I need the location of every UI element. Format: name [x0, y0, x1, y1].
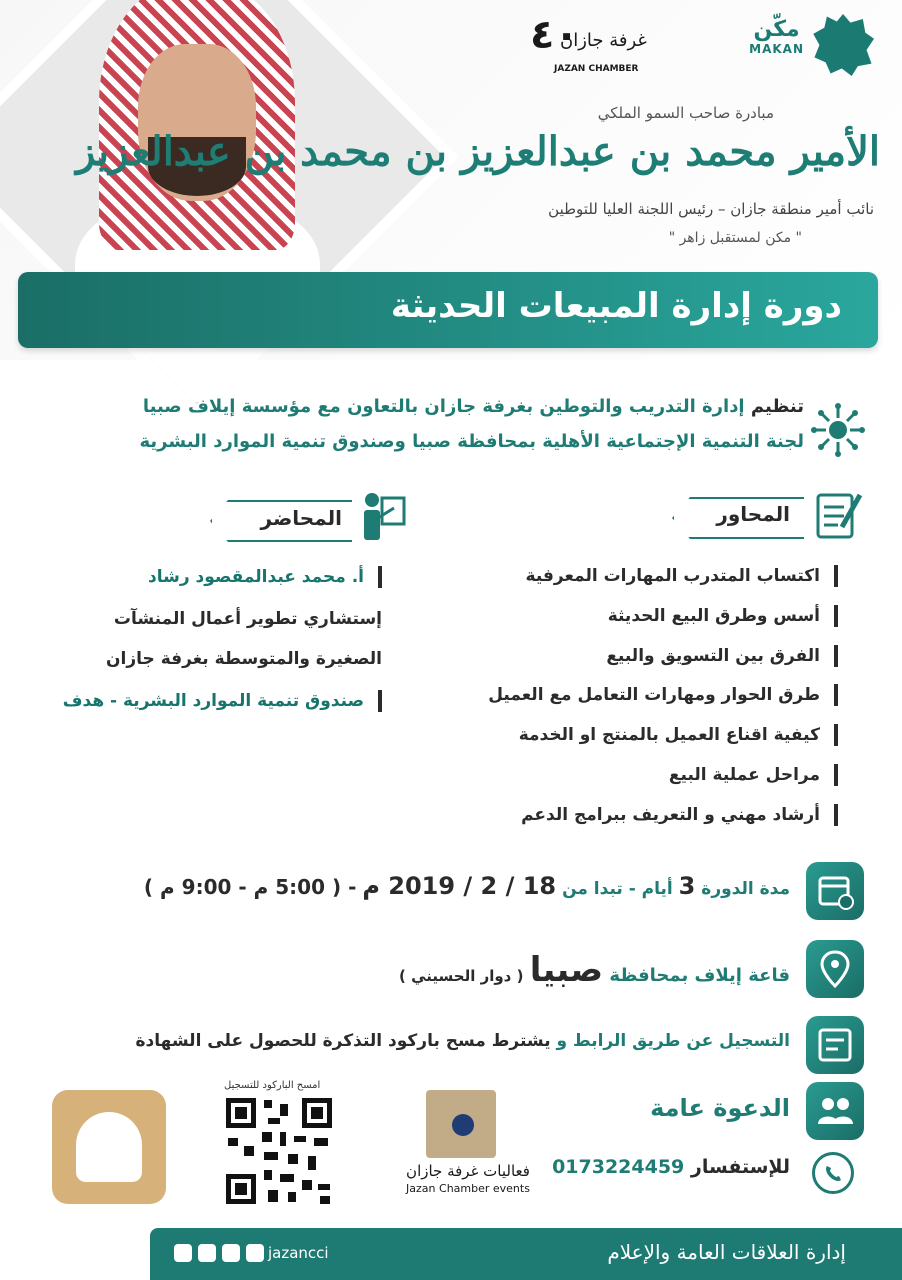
axis-item: اكتساب المتدرب المهارات المعرفية [526, 565, 838, 587]
duration-label: مدة الدورة [701, 879, 790, 899]
venue-lead: قاعة إيلاف بمحافظة [609, 965, 790, 986]
inquiry-phone[interactable]: 0173224459 [552, 1156, 685, 1178]
checklist-icon [814, 489, 864, 541]
axes-label: المحاور [716, 502, 790, 526]
inquiry-label: للإستفسار [690, 1156, 790, 1178]
axis-item: أسس وطرق البيع الحديثة [608, 605, 838, 627]
organizer-lead: تنظيم [750, 396, 804, 417]
course-title: دورة إدارة المبيعات الحديثة [390, 286, 842, 326]
registration-lead: التسجيل عن طريق الرابط و [556, 1031, 790, 1051]
saudi-map-icon [812, 14, 874, 76]
lecturer-icon [352, 490, 408, 546]
venue-city: صبيا [529, 950, 604, 990]
registration-qr-code[interactable] [224, 1096, 334, 1206]
axis-item: طرق الحوار ومهارات التعامل مع العميل [488, 684, 838, 706]
network-icon [810, 402, 866, 458]
audience-icon [806, 1082, 864, 1140]
makan-logo [684, 14, 874, 78]
registration-rest: يشترط مسح باركود التذكرة للحصول على الشهادة [135, 1031, 551, 1051]
slogan: " مكن لمستقبل زاهر " [668, 230, 802, 246]
lecturer-name: أ. محمد عبدالمقصود رشاد [148, 566, 382, 588]
twitter-icon[interactable] [174, 1244, 192, 1262]
axis-item: أرشاد مهني و التعريف ببرامج الدعم [521, 804, 838, 826]
qr-caption: امسح الباركود للتسجيل [224, 1080, 321, 1091]
registration-row [136, 1031, 790, 1051]
axis-item: الفرق بين التسويق والبيع [606, 645, 838, 667]
prince-title: نائب أمير منطقة جازان – رئيس اللجنة العليا للتوطين [548, 200, 874, 218]
events-logo-ar: فعاليات غرفة جازان [406, 1162, 530, 1180]
events-emblem-center [452, 1114, 474, 1136]
duration-text: أيام - تبدا من [562, 879, 673, 899]
start-date: 18 / 2 / 2019 م [362, 872, 557, 900]
organizer-line-1 [143, 396, 804, 417]
lecturer-role-1: إستشاري تطوير أعمال المنشآت [113, 609, 382, 629]
location-icon [806, 940, 864, 998]
duration-row [144, 872, 790, 900]
venue-row [399, 950, 790, 990]
organizer-rest: إدارة التدريب والتوطين بغرفة جازان بالتعاون مع مؤسسة إيلاف صبيا [142, 396, 745, 417]
calendar-icon [806, 862, 864, 920]
lecturer-fund: صندوق تنمية الموارد البشرية - هدف [63, 690, 382, 712]
snapchat-ghost-icon [76, 1112, 142, 1182]
prince-name: الأمير محمد بن عبدالعزيز بن محمد بن عبدالعزيز [75, 128, 880, 175]
jazan-chamber-logo [526, 12, 656, 82]
chamber-logo-en: JAZAN CHAMBER [554, 64, 639, 74]
lecturer-label: المحاضر [260, 506, 342, 530]
axis-item: كيفية اقناع العميل بالمنتج او الخدمة [519, 724, 838, 746]
makan-logo-ar: مكّن [753, 17, 800, 42]
duration-days: 3 [678, 872, 696, 900]
instagram-icon[interactable] [222, 1244, 240, 1262]
jazan-chamber-events-logo [398, 1090, 538, 1210]
registration-icon [806, 1016, 864, 1074]
social-handle[interactable]: jazancci [268, 1244, 329, 1262]
chamber-40-icon: ٤٠ [530, 12, 579, 58]
time-range: - ( 5:00 م - 9:00 م ) [143, 875, 357, 899]
makan-logo-en: MAKAN [749, 42, 804, 56]
events-logo-en: Jazan Chamber events [406, 1182, 530, 1195]
venue-note: ( دوار الحسيني ) [399, 967, 524, 985]
inquiry-row [552, 1156, 790, 1178]
axis-item: مراحل عملية البيع [669, 764, 838, 786]
organizer-line-2: لجنة التنمية الإجتماعية الأهلية بمحافظة صبيا وصندوق تنمية الموارد البشرية [139, 431, 804, 452]
whatsapp-icon [812, 1152, 854, 1194]
chamber-logo-ar: غرفة جازان [560, 30, 647, 51]
footer-department: إدارة العلاقات العامة والإعلام [607, 1240, 846, 1264]
snapchat-icon[interactable] [246, 1244, 264, 1262]
lecturer-role-2: الصغيرة والمتوسطة بغرفة جازان [106, 649, 382, 669]
invitation-text: الدعوة عامة [650, 1094, 790, 1122]
facebook-icon[interactable] [198, 1244, 216, 1262]
initiative-text: مبادرة صاحب السمو الملكي [597, 104, 774, 122]
